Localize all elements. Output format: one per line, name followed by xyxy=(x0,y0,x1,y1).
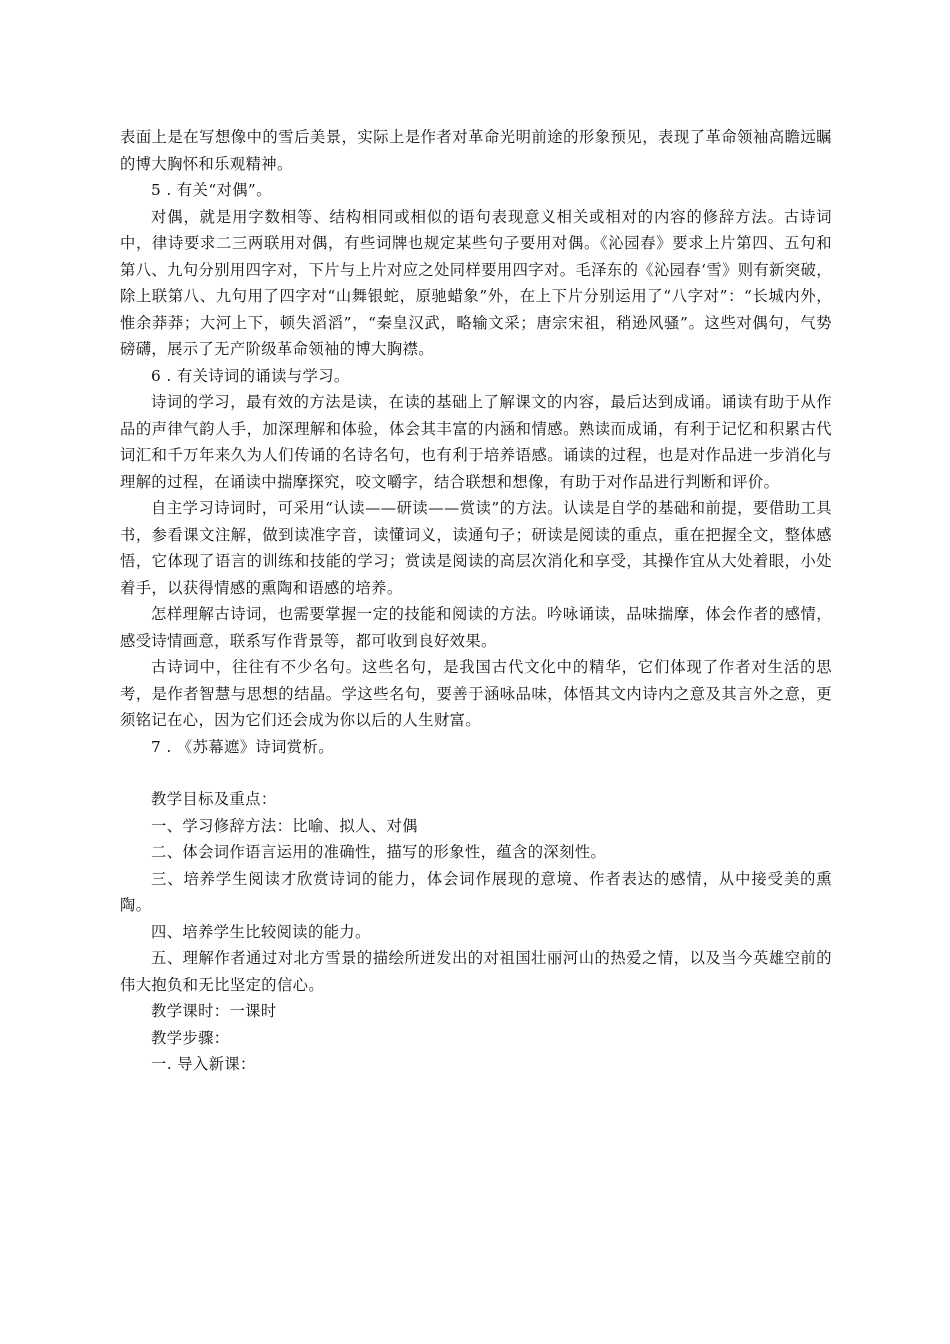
document-page xyxy=(120,124,832,1078)
section-heading-7: 7 . 《苏幕遮》诗词赏析。 xyxy=(151,737,334,756)
teaching-goal-item: 四、培养学生比较阅读的能力。 xyxy=(151,922,371,941)
paragraph: 怎样理解古诗词，也需要掌握一定的技能和阅读的方法。吟咏诵读，品味揣摩，体会作者的感情，感受诗情画意，联系写作背景等，都可收到良好效果。 xyxy=(120,605,832,650)
paragraph: 表面上是在写想像中的雪后美景，实际上是作者对革命光明前途的形象预见，表现了革命领袖高瞻远瞩的博大胸怀和乐观精神。 xyxy=(120,128,832,173)
paragraph: 诗词的学习，最有效的方法是读，在读的基础上了解课文的内容，最后达到成诵。诵读有助于从作品的声律气韵人手，加深理解和体验，体会其丰富的内涵和情感。熟读而成诵，有利于记忆和积累古代词汇和千万年来久为人们传诵的名诗名句，也有利于培养语感。诵读的过程，也是对作品进一步消化与理解的过程，在诵读中揣摩探究，咬文嚼字，结合联想和想像，有助于对作品进行判断和评价。 xyxy=(120,393,832,491)
teaching-goal-item: 五、理解作者通过对北方雪景的描绘所迸发出的对祖国壮丽河山的热爱之情，以及当今英雄空前的伟大抱负和无比坚定的信心。 xyxy=(120,949,832,994)
section-heading-5: 5 . 有关“对偶”。 xyxy=(151,181,272,199)
teaching-steps-heading: 教学步骤： xyxy=(151,1028,230,1047)
paragraph: 对偶，就是用字数相等、结构相同或相似的语句表现意义相关或相对的内容的修辞方法。古诗词中，律诗要求二三两联用对偶，有些词牌也规定某些句子要用对偶。《沁园春》要求上片第四、五句和第八、九句分别用四字对，下片与上片对应之处同样要用四字对。毛泽东的《沁园春‘雪》则有新突破，除上联第八、九句用了四字对“山舞银蛇，原驰蜡象”外，在上下片分别运用了“八字对”：“长城内外，惟余莽莽；大河上下，顿失滔滔”，“秦皇汉武，略输文采；唐宗宋祖，稍逊风骚”。这些对偶句，气势磅礴，展示了无产阶级革命领袖的博大胸襟。 xyxy=(120,207,832,358)
paragraph: 古诗词中，往往有不少名句。这些名句，是我国古代文化中的精华，它们体现了作者对生活的思考，是作者智慧与思想的结晶。学这些名句，要善于涵咏品味，体悟其文内诗内之意及其言外之意，更须铭记在心，因为它们还会成为你以后的人生财富。 xyxy=(120,658,832,729)
teaching-goal-item: 一、学习修辞方法：比喻、拟人、对偶 xyxy=(151,816,418,835)
teaching-goals-heading: 教学目标及重点： xyxy=(151,790,277,808)
teaching-goal-item: 二、体会词作语言运用的准确性，描写的形象性，蕴含的深刻性。 xyxy=(151,843,607,861)
teaching-goal-item: 三、培养学生阅读才欣赏诗词的能力，体会词作展现的意境、作者表达的感情，从中接受美的熏陶。 xyxy=(120,869,832,914)
section-heading-6: 6 . 有关诗词的诵读与学习。 xyxy=(151,366,350,385)
blank-line xyxy=(120,760,832,786)
paragraph: 自主学习诗词时，可采用“认读——研读——赏读”的方法。认读是自学的基础和前提，要借助工具书，参看课文注解，做到读准字音，读懂词义，读通句子；研读是阅读的重点，重在把握全文，整体感悟，它体现了语言的训练和技能的学习；赏读是阅读的高层次消化和享受，其操作宜从大处着眼，小处着手，以获得情感的熏陶和语感的培养。 xyxy=(120,499,832,597)
class-hours: 教学课时：一课时 xyxy=(151,1002,277,1020)
teaching-step-item: 一. 导入新课： xyxy=(151,1055,256,1073)
